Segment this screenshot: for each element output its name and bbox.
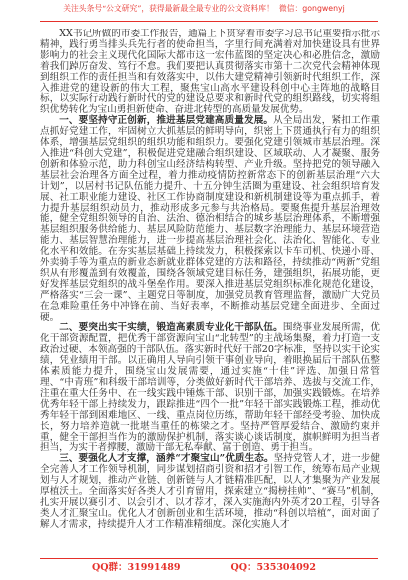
section-text: 围绕事业发展所需，优化干部资源配置，把优秀干部资源向宝山“北转型”的主战场集聚，着力打造一支政治过硬、本领高强的干部队伍。落实新时代好干部20字标准，坚持以实干论实绩，凭业绩用干部。以正确用人导向引领干事创业导向，着眼换届后干部队伍整体素质能力提升，围绕宝山发展需要，通过实施“十佳”评选、加强日常管理、“中青班”和科级干部培训等，分类做好新时代干部培养、选拔与交流工作，注重在重大任务中、在一线实践中锤炼干部、识别干部，加强实践锻炼。在培养优秀年轻干部上持续发力，跟踪推进“四个一批”年轻干部实践锻炼工程，推动优秀年轻干部到困难地区、一线、重点岗位历练，帮助年轻干部经受考验、加快成长，努力培养造就一批堪当重任的栋梁之才。坚持严管厚爱结合、激励约束并重，健全干部担当作为的激励保护机制，落实谈心谈话制度，旗帜鲜明为担当者担当，为实干者撑腰，激励干部无私奉献、富于创造、勇于担当。 (40, 322, 380, 454)
header-promo-text: 关注头条号“公文研究”，获得最新最全最专业的公文资料库！ (63, 4, 274, 13)
footer-qq: QQ：535304092 (230, 562, 316, 573)
footer-rule (40, 558, 378, 559)
section-2-paragraph (40, 323, 380, 454)
header-wechat-id: 微信：gongwenyj (278, 4, 345, 13)
header-rule (40, 21, 378, 22)
section-heading: 三、要强化人才支撑，涵养“才聚宝山”优质生态。 (59, 453, 274, 465)
section-1-paragraph (40, 116, 380, 323)
page-footer (0, 562, 408, 573)
section-heading: 二、要突出实干实绩，锻造高素质专业化干部队伍。 (59, 322, 283, 334)
footer-qq-group: QQ群：31991489 (92, 562, 181, 573)
section-heading: 一、要坚持守正创新，推进基层党建高质量发展。 (59, 115, 274, 127)
intro-paragraph: XX书记所做的市委工作报告，通篇上下贯穿着市委学习总书记重要指示批示精神，践行勇当排头兵先行者的使命担当，字里行间充满着对加快建设具有世界影响力的社会主义现代化国际大都市这一宏伟蓝图的坚定决心和必胜信念，激励着我们踔厉奋发、笃行不怠。我们要把认真贯彻落实市第十二次党代会精神体现到组织工作的责任担当和有效落实中，以伟大建党精神引领新时代组织工作，深入推进党的建设新的伟大工程，聚焦宝山高水平建设科创中心主阵地的战略目标，以实际行动践行新时代的党的建设总要求和新时代党的组织路线，切实将组织优势转化为宝山勇担新使命、奋进北转型的高质量发展优势。 (40, 29, 380, 116)
document-body (40, 29, 380, 556)
section-text: 坚持党管人才，进一步健全完善人才工作领导机制，同步谋划招商引资和招才引智工作，统筹布局产业规划与人才规划，推动产业链、创新链与人才链精准匹配，以人才集聚为产业发展厚植沃土。全面落实好各类人才引育留用，探索建立“揭榜挂帅”、“赛马”机制，扎实开展以赛引才、以会引才、以才荐才，深入实施海内外英才20工程，引导各类人才汇聚宝山。优化人才创新创业和生活环境，推动“科创以培植”，面对面了解人才需求，持续提升人才工作精准精细度。深化实施人才 (40, 453, 380, 530)
page-header (0, 3, 408, 14)
section-text: 从全局出发，紧扣工作重点抓好党建工作，牢固树立大抓基层的鲜明导向，织密上下贯通执行有力的组织体系，增强基层党组织的组织功能和组织力。要强化党建引领城市基层治理。深入推进“科创大党建”，积极促进党建融合组织建设、区域联动、人才凝聚、服务创新和体验示范，助力科创宝山经济结构转型、产业升级。坚持把党的领导融入基层社会治理各方面全过程，着力推动疫情防控新常态下的创新基层治理“六大计划”，以居村书记队伍能力提升、十五分钟生活圈为重建设、社会组织培育发展、社工职业能力建设、社区工作协商制度建设和新机制建设等为重点抓手，着力提升基层组织动员力，推动形成多元参与共治格局。要聚焦提升基层治理效能，健全党组织领导的自治、法治、德治相结合的城乡基层治理体系，不断增强基层组织服务供给能力、基层风险防范能力、基层数字治理能力、基层环境营造能力、基层智慧治理能力，进一步提高基层治理社会化、法治化、智能化、专业化水平和效能。在夯实基层基础上持续发力，积极探索以卡车司机、快递小哥、外卖骑手等为重点的新业态新就业群体党建的方法和路径，持续推动“两新”党组织从有形覆盖到有效覆盖，围绕各领域党建目标任务，建强组织，拓展功能，更好发挥基层党组织的战斗堡垒作用。要深入推进基层党组织标准化规范化建设，严格落实“三会一课”、主题党日等制度，加强党员教育管理监督，激励广大党员在急难险重任务中冲锋在前、当好表率，不断推动基层党建全面进步、全面过硬。 (40, 115, 380, 323)
section-3-paragraph (40, 454, 380, 530)
